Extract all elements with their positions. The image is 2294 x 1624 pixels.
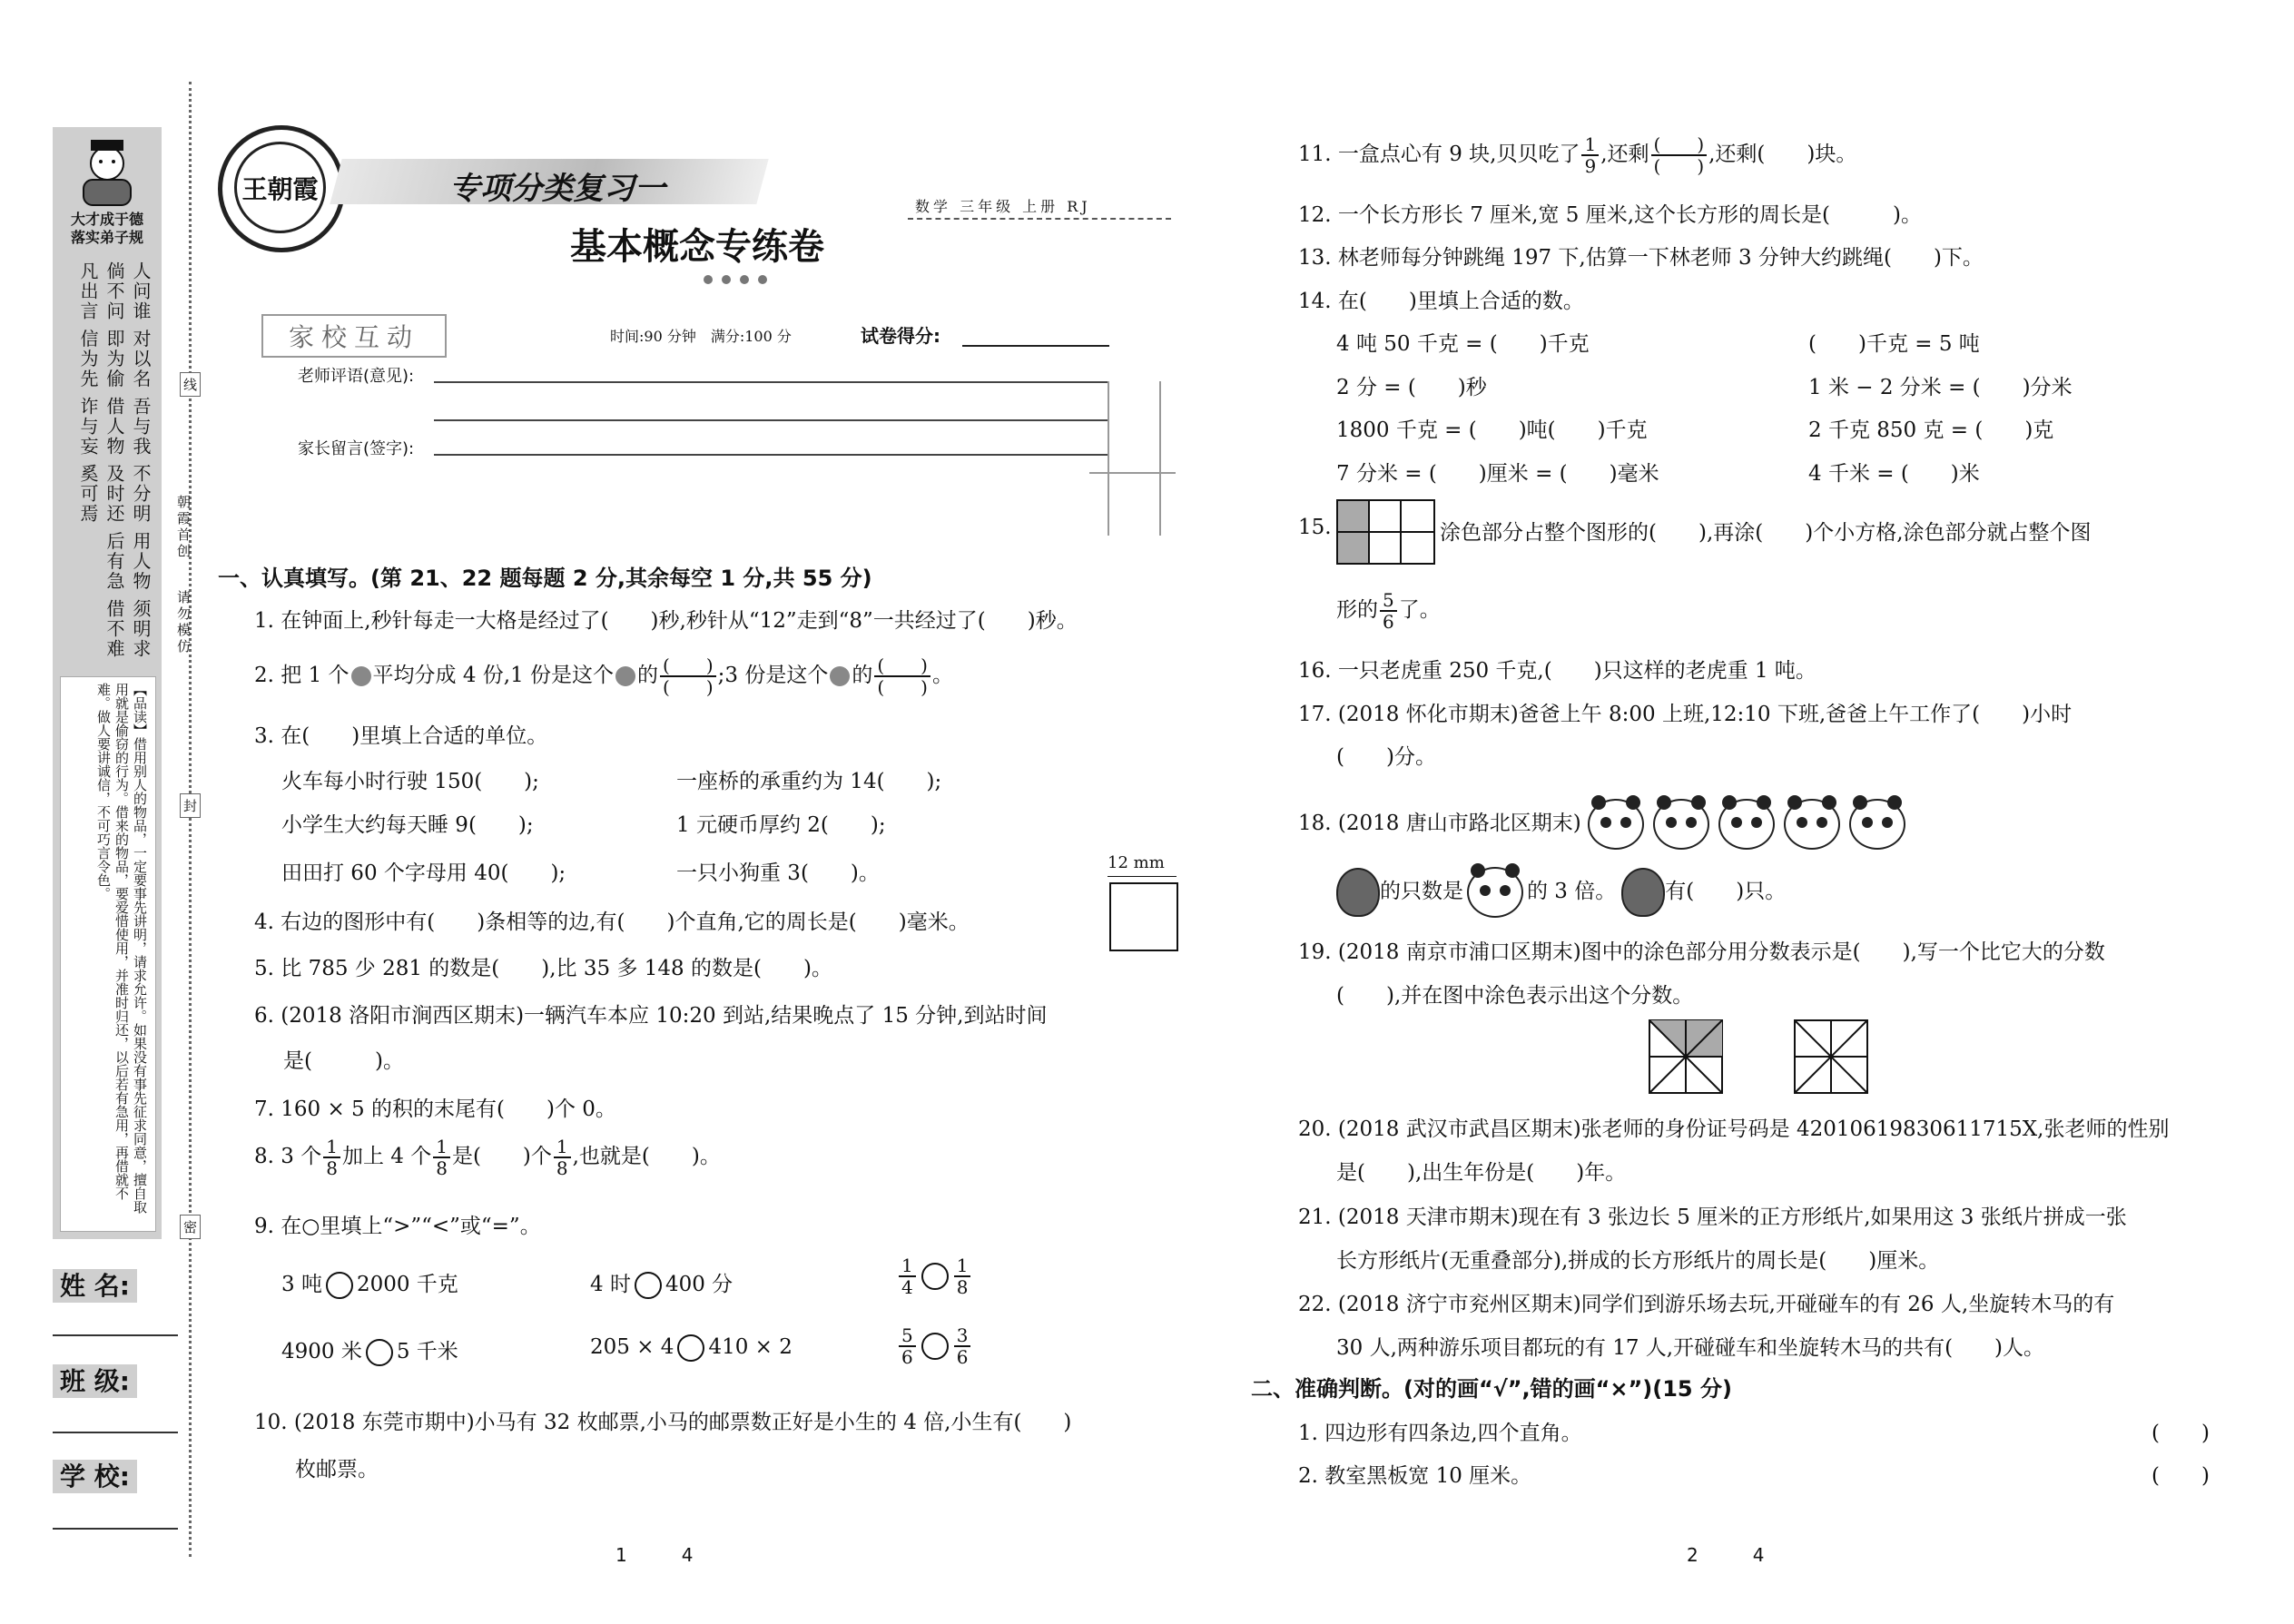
corner-decoration <box>1108 381 1161 536</box>
class-line[interactable] <box>53 1432 178 1433</box>
compare-circle-input[interactable] <box>635 1272 662 1299</box>
q14-item-4: 1 米 − 2 分米 = ( )分米 <box>1808 376 2072 399</box>
panda-icon <box>1467 867 1523 918</box>
fraction-one-eighth: $\frac{1}{8}$ <box>554 1137 571 1178</box>
q14-item-8: 4 千米 = ( )米 <box>1808 462 1980 486</box>
question-5: 5. 比 785 少 281 的数是( ),比 35 多 148 的数是( )。 <box>254 957 832 980</box>
score-label: 试卷得分: <box>861 325 940 347</box>
question-15: 涂色部分占整个图形的( ),再涂( )个小方格,涂色部分就占整个图 <box>1440 521 2092 545</box>
question-11: 11. 一盒点心有 9 块,贝贝吃了 $\frac{1}{9}$ ,还剩 $\frac{( )}{( )}$ ,还剩( )块。 <box>1298 133 1857 177</box>
fraction-one-ninth: $\frac{1}{9}$ <box>1581 134 1599 176</box>
poem-col-2: 倘不问 即为偷 借人物 及时还 后有急 借不难 <box>103 261 125 659</box>
panda-icon <box>1849 799 1905 850</box>
panda-icon <box>1718 799 1775 850</box>
q2-text-b: 平均分成 4 份,1 份是这个 <box>372 664 615 687</box>
question-10-cont: 枚邮票。 <box>295 1458 379 1481</box>
circle-shape-icon <box>351 666 371 686</box>
school-field <box>53 1457 137 1493</box>
question-20-cont: 是( ),出生年份是( )年。 <box>1336 1161 1627 1185</box>
fraction-one-eighth: $\frac{1}{8}$ <box>323 1137 340 1178</box>
q14-item-2: ( )千克 = 5 吨 <box>1808 332 1980 356</box>
compare-6: $\frac{5}{6}$ $\frac{3}{6}$ <box>897 1325 972 1367</box>
question-6: 6. (2018 洛阳市涧西区期末)一辆汽车本应 10:20 到站,结果晚点了 15 分钟,到站时间 <box>254 1004 1048 1028</box>
dots-decoration <box>699 272 790 290</box>
question-3: 3. 在( )里填上合适的单位。 <box>254 724 548 748</box>
compare-1: 3 吨 2000 千克 <box>281 1267 458 1299</box>
fraction-blank[interactable]: $\frac{( )}{( )}$ <box>1651 134 1708 176</box>
chick-icon <box>1621 868 1665 917</box>
pin-du-text: 【品读】借用别人的物品，一定要事先讲明，请求允许。如果没有事先征求同意，擅自取用就是偷窃的行为。借来的物品，要爱惜使用，并准时归还，以后若有急用，再借就不难。做人要讲诚信，不可巧言令色。 <box>95 683 148 1214</box>
fraction-one-eighth: $\frac{1}{8}$ <box>433 1137 450 1178</box>
school-line[interactable] <box>53 1528 178 1530</box>
mascot-icon <box>71 134 143 207</box>
square-figure <box>1109 882 1178 951</box>
q2-text-e: 的 <box>852 664 873 687</box>
corner-decoration-2 <box>1089 472 1176 474</box>
cut-mark-mi: 密 <box>180 1215 201 1239</box>
class-field <box>53 1362 137 1398</box>
motto-line-2: 落实弟子规 <box>70 229 143 246</box>
q3-item-6: 一只小狗重 3( )。 <box>676 861 880 885</box>
judge-1: 1. 四边形有四条边,四个直角。 <box>1298 1422 1582 1445</box>
cut-mark-xian: 线 <box>180 372 201 397</box>
page-number-right: 2 4 <box>1687 1544 1765 1566</box>
compare-2: 4 时 400 分 <box>590 1267 733 1299</box>
poem <box>78 261 151 661</box>
judge-1-answer[interactable]: ( ) <box>2151 1422 2210 1445</box>
panda-icon <box>1784 799 1840 850</box>
cut-line <box>189 82 192 1557</box>
judge-2-answer[interactable]: ( ) <box>2151 1464 2210 1488</box>
q2-text-c: 的 <box>637 664 659 687</box>
name-label: 姓 名: <box>53 1269 137 1303</box>
subject-label: 数学 三年级 上册 RJ <box>915 198 1091 215</box>
parent-comment-line[interactable] <box>434 454 1108 456</box>
motto-line-1: 大才成于德 <box>70 211 143 228</box>
page-title: 基本概念专练卷 <box>570 226 824 268</box>
question-4: 4. 右边的图形中有( )条相等的边,有( )个直角,它的周长是( )毫米。 <box>254 910 970 934</box>
side-note-1: 朝霞首创 <box>175 495 192 560</box>
question-16: 16. 一只老虎重 250 千克,( )只这样的老虎重 1 吨。 <box>1298 659 1816 683</box>
fraction-five-sixths: $\frac{5}{6}$ <box>1380 590 1397 632</box>
question-8 <box>254 1137 721 1178</box>
compare-circle-input[interactable] <box>921 1263 949 1290</box>
question-6-cont: 是( )。 <box>283 1049 404 1073</box>
q3-item-5: 田田打 60 个字母用 40( ); <box>281 861 566 885</box>
poem-col-3: 凡出言 信为先 诈与妄 奚可焉 <box>77 261 99 525</box>
q2-text-d: ;3 份是这个 <box>717 664 829 687</box>
teacher-comment-line-2[interactable] <box>434 419 1108 421</box>
compare-circle-input[interactable] <box>677 1334 704 1362</box>
grid-figure <box>1336 499 1436 568</box>
question-12: 12. 一个长方形长 7 厘米,宽 5 厘米,这个长方形的周长是( )。 <box>1298 203 1922 227</box>
fraction-blank[interactable]: $\frac{( )}{( )}$ <box>660 655 716 697</box>
panda-icon <box>1588 799 1644 850</box>
class-label: 班 级: <box>53 1364 137 1398</box>
judge-2: 2. 教室黑板宽 10 厘米。 <box>1298 1464 1532 1488</box>
teacher-comment-label: 老师评语(意见): <box>298 367 415 386</box>
q8-text-c: 是( )个 <box>451 1145 552 1168</box>
name-field <box>53 1266 137 1303</box>
question-21-cont: 长方形纸片(无重叠部分),拼成的长方形纸片的周长是( )厘米。 <box>1336 1249 1940 1273</box>
question-18-cont: 的只数是 的 3 倍。 有( )只。 <box>1336 867 1786 918</box>
compare-4: 4900 米 5 千米 <box>281 1334 458 1366</box>
compare-3: $\frac{1}{4}$ $\frac{1}{8}$ <box>897 1255 972 1297</box>
question-2 <box>254 655 953 697</box>
q3-item-2: 一座桥的承重约为 14( ); <box>676 770 942 793</box>
q3-item-4: 1 元硬币厚约 2( ); <box>676 813 886 837</box>
dimension-line <box>1108 876 1177 877</box>
compare-5: 205 × 4 410 × 2 <box>590 1334 793 1362</box>
q8-text-b: 加上 4 个 <box>341 1145 432 1168</box>
logo: 王朝霞 <box>234 142 326 233</box>
question-14: 14. 在( )里填上合适的数。 <box>1298 290 1584 313</box>
compare-circle-input[interactable] <box>921 1333 949 1360</box>
q3-item-3: 小学生大约每天睡 9( ); <box>281 813 534 837</box>
score-field[interactable] <box>962 345 1109 347</box>
compare-circle-input[interactable] <box>366 1339 393 1366</box>
question-22-cont: 30 人,两种游乐项目都玩的有 17 人,开碰碰车和坐旋转木马的共有( )人。 <box>1336 1336 2045 1360</box>
q2-text-f: 。 <box>931 664 953 687</box>
section-2-heading: 二、准确判断。(对的画“√”,错的画“×”)(15 分) <box>1251 1376 1732 1402</box>
home-school-label: 家校互动 <box>261 314 447 358</box>
exam-meta: 时间:90 分钟 满分:100 分 <box>610 328 792 345</box>
q14-item-3: 2 分 = ( )秒 <box>1336 376 1487 399</box>
q14-item-1: 4 吨 50 千克 = ( )千克 <box>1336 332 1590 356</box>
q14-item-7: 7 分米 = ( )厘米 = ( )毫米 <box>1336 462 1659 486</box>
name-line[interactable] <box>53 1334 178 1336</box>
question-21: 21. (2018 天津市期末)现在有 3 张边长 5 厘米的正方形纸片,如果用这 3 张纸片拼成一张 <box>1298 1206 2127 1229</box>
chick-icon <box>1336 868 1380 917</box>
octant-figure-blank[interactable] <box>1793 1019 1869 1098</box>
question-22: 22. (2018 济宁市兖州区期末)同学们到游乐场去玩,开碰碰车的有 26 人,坐旋转木马的有 <box>1298 1293 2115 1316</box>
compare-circle-input[interactable] <box>326 1272 353 1299</box>
teacher-comment-line[interactable] <box>434 381 1108 383</box>
section-1-heading: 一、认真填写。(第 21、22 题每题 2 分,其余每空 1 分,共 55 分) <box>218 566 872 591</box>
fraction-blank[interactable]: $\frac{( )}{( )}$ <box>874 655 930 697</box>
q8-text-a: 8. 3 个 <box>254 1145 322 1168</box>
school-label: 学 校: <box>53 1460 137 1493</box>
motto <box>56 211 158 247</box>
circle-shape-icon <box>615 666 635 686</box>
question-1: 1. 在钟面上,秒针每走一大格是经过了( )秒,秒针从“12”走到“8”一共经过了( )秒。 <box>254 609 1078 633</box>
q14-item-6: 2 千克 850 克 = ( )克 <box>1808 418 2054 442</box>
question-7: 7. 160 × 5 的积的末尾有( )个 0。 <box>254 1097 616 1121</box>
question-10: 10. (2018 东莞市期中)小马有 32 枚邮票,小马的邮票数正好是小生的 4 倍,小生有( ) <box>254 1411 1072 1434</box>
circle-shape-icon <box>830 666 850 686</box>
question-15-cont: 形的 $\frac{5}{6}$ 了。 <box>1336 589 1441 633</box>
poem-col-1: 人问谁 对以名 吾与我 不分明 用人物 须明求 <box>130 261 152 659</box>
banner-text: 专项分类复习一 <box>449 171 665 207</box>
question-20: 20. (2018 武汉市武昌区期末)张老师的身份证号码是 42010619830611715X,张老师的性别 <box>1298 1117 2170 1141</box>
square-size-label: 12 mm <box>1108 853 1165 872</box>
q8-text-d: ,也就是( )。 <box>572 1145 721 1168</box>
page-number-left: 1 4 <box>615 1544 694 1566</box>
question-17: 17. (2018 怀化市期末)爸爸上午 8:00 上班,12:10 下班,爸爸上午工作了( )小时 <box>1298 703 2072 726</box>
side-note-2: 请勿模仿 <box>175 590 192 655</box>
q14-item-5: 1800 千克 = ( )吨( )千克 <box>1336 418 1648 442</box>
q3-item-1: 火车每小时行驶 150( ); <box>281 770 539 793</box>
question-19: 19. (2018 南京市浦口区期末)图中的涂色部分用分数表示是( ),写一个比它大的分数 <box>1298 940 2105 964</box>
parent-comment-label: 家长留言(签字): <box>298 439 415 458</box>
question-15-num: 15. <box>1298 516 1332 539</box>
question-19-cont: ( ),并在图中涂色表示出这个分数。 <box>1336 984 1694 1008</box>
question-13: 13. 林老师每分钟跳绳 197 下,估算一下林老师 3 分钟大约跳绳( )下。 <box>1298 246 1984 270</box>
question-9: 9. 在○里填上“>”“<”或“=”。 <box>254 1215 541 1238</box>
cut-mark-feng: 封 <box>180 793 201 818</box>
question-18: 18. (2018 唐山市路北区期末) <box>1298 799 1915 850</box>
panda-icon <box>1653 799 1709 850</box>
q2-text-a: 2. 把 1 个 <box>254 664 350 687</box>
question-17-cont: ( )分。 <box>1336 745 1436 769</box>
octant-figure-shaded <box>1648 1019 1724 1098</box>
subject-line <box>908 218 1171 220</box>
